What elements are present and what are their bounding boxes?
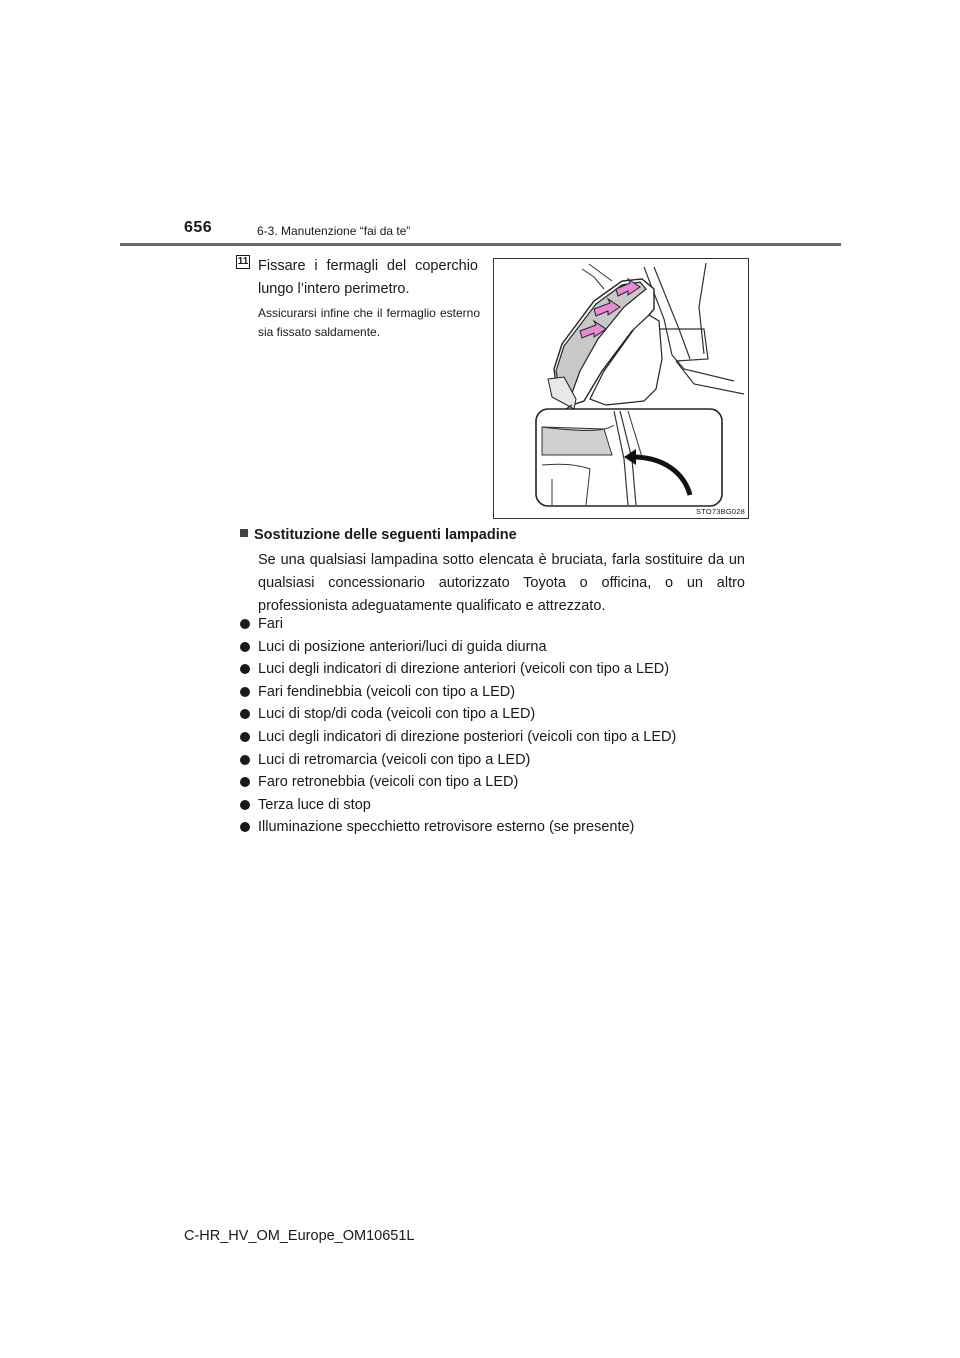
step-note: Assicurarsi infine che il fermaglio esterno sia fissato saldamente.	[258, 306, 480, 339]
list-item	[240, 749, 676, 772]
list-item-text: Fari	[258, 616, 283, 632]
list-item-text: Luci degli indicatori di direzione anteriori (veicoli con tipo a LED)	[258, 661, 670, 678]
page-number: 656	[184, 219, 213, 236]
bullet-dot-icon	[240, 732, 250, 742]
header-rule	[120, 243, 841, 246]
bullet-dot-icon	[240, 709, 250, 719]
list-item-text: Terza luce di stop	[258, 796, 371, 813]
mirror-cover-illustration	[493, 258, 749, 519]
step-number-badge: 11	[237, 256, 249, 267]
list-item-text: Fari fendinebbia (veicoli con tipo a LED)	[258, 683, 516, 700]
section-title: 6-3. Manutenzione “fai da te”	[257, 224, 411, 238]
list-item-text: Illuminazione specchietto retrovisore esterno (se presente)	[258, 819, 635, 836]
list-item-text: Luci degli indicatori di direzione posteriori (veicoli con tipo a LED)	[258, 728, 677, 745]
list-item	[240, 703, 676, 726]
body-paragraph: Se una qualsiasi lampadina sotto elencata è bruciata, farla sostituire da un qualsiasi concessionario autorizzato Toyota o officina, o un altro professionista adeguatamente qualificato e attrezzato.	[258, 552, 745, 614]
bulb-list	[240, 613, 676, 839]
list-item	[240, 681, 676, 704]
list-item	[240, 613, 676, 636]
list-item-text: Luci di retromarcia (veicoli con tipo a LED)	[258, 751, 531, 768]
document-code: C-HR_HV_OM_Europe_OM10651L	[184, 1228, 415, 1244]
subsection-heading-text: Sostituzione delle seguenti lampadine	[254, 527, 517, 543]
bullet-dot-icon	[240, 619, 250, 629]
list-item	[240, 658, 676, 681]
list-item-text: Faro retronebbia (veicoli con tipo a LED)	[258, 774, 519, 791]
step-instruction: Fissare i fermagli del coperchio lungo l’intero perimetro.	[258, 258, 478, 297]
figure-code: STO73BG028	[696, 507, 745, 516]
list-item	[240, 794, 676, 817]
subsection-heading	[240, 527, 517, 543]
bullet-dot-icon	[240, 800, 250, 810]
bullet-dot-icon	[240, 755, 250, 765]
bullet-dot-icon	[240, 687, 250, 697]
list-item	[240, 636, 676, 659]
mirror-cover-drawing	[494, 259, 748, 518]
list-item-text: Luci di stop/di coda (veicoli con tipo a LED)	[258, 706, 536, 723]
list-item	[240, 726, 676, 749]
list-item	[240, 771, 676, 794]
list-item-text: Luci di posizione anteriori/luci di guida diurna	[258, 638, 547, 655]
bullet-dot-icon	[240, 777, 250, 787]
bullet-dot-icon	[240, 664, 250, 674]
bullet-dot-icon	[240, 822, 250, 832]
bullet-dot-icon	[240, 642, 250, 652]
list-item	[240, 816, 676, 839]
heading-square-marker	[240, 529, 248, 537]
